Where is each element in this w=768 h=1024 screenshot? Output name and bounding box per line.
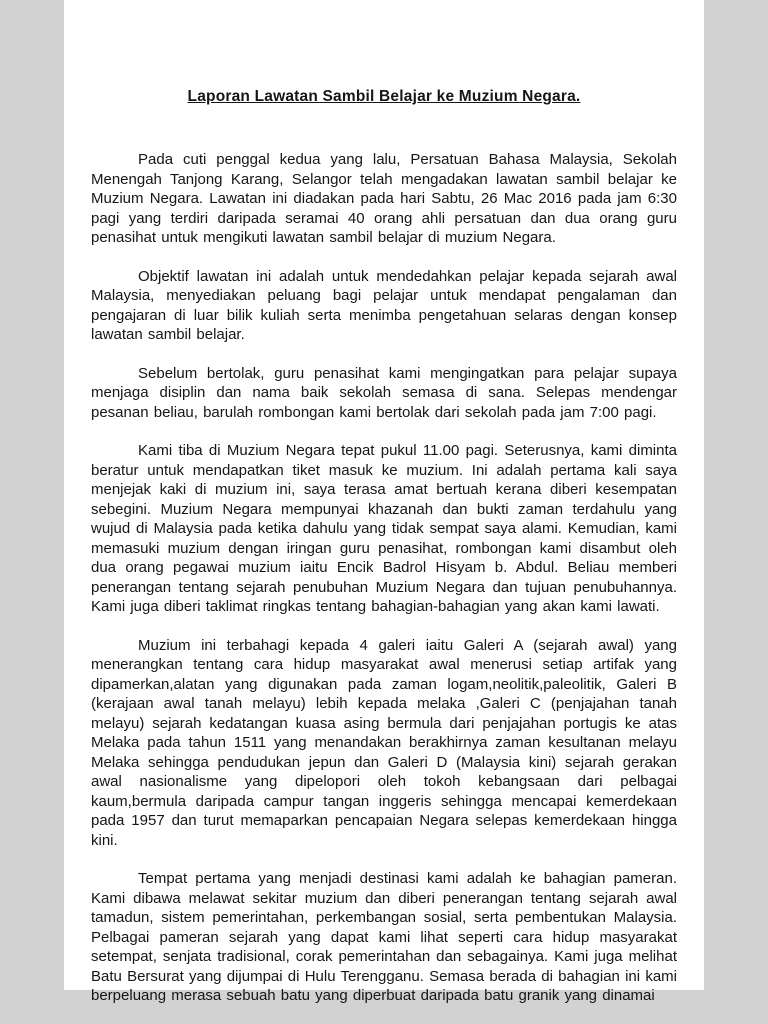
paragraph-objektif: Objektif lawatan ini adalah untuk mendedahkan pelajar kepada sejarah awal Malaysia, menyediakan peluang bagi pelajar untuk mendapat pengalaman dan pengajaran di luar bilik kuliah serta menimba pengetahuan selaras dengan konsep lawatan sambil belajar. <box>91 267 677 343</box>
document-title: Laporan Lawatan Sambil Belajar ke Muzium Negara. <box>187 88 581 105</box>
paragraph-galeri: Muzium ini terbahagi kepada 4 galeri iaitu Galeri A (sejarah awal) yang menerangkan tentang cara hidup masyarakat awal menerusi setiap artifak yang dipamerkan,alatan yang digunakan pada zaman logam,neolitik,paleolitik, Galeri B (kerajaan awal tanah melayu) lebih kepada melaka ,Galeri C (penjajahan tanah melayu) sejarah kedatangan kuasa asing bermula dari penjajahan portugis ke atas Melaka pada tahun 1511 yang menandakan berakhirnya zaman kesultanan melayu Melaka sehingga pendudukan jepun dan Galeri D (Malaysia kini) sejarah gerakan awal nasionalisme yang dipelopori oleh tokoh kebangsaan dari pelbagai kaum,bermula daripada campur tangan inggeris sehingga mencapai kemerdekaan pada 1957 dan turut memaparkan pencapaian Negara selepas kemerdekaan hingga kini. <box>91 636 677 849</box>
paragraph-sebelum-bertolak: Sebelum bertolak, guru penasihat kami mengingatkan para pelajar supaya menjaga disiplin dan nama baik sekolah semasa di sana. Selepas mendengar pesanan beliau, barulah rombongan kami bertolak dari sekolah pada jam 7:00 pagi. <box>91 364 677 421</box>
paragraph-intro: Pada cuti penggal kedua yang lalu, Persatuan Bahasa Malaysia, Sekolah Menengah Tanjong Karang, Selangor telah mengadakan lawatan sambil belajar ke Muzium Negara. Lawatan ini diadakan pada hari Sabtu, 26 Mac 2016 pada jam 6:30 pagi yang terdiri daripada seramai 40 orang ahli persatuan dan dua orang guru penasihat untuk mengikuti lawatan sambil belajar di muzium Negara. <box>91 151 677 246</box>
paragraph-ketibaan: Kami tiba di Muzium Negara tepat pukul 11.00 pagi. Seterusnya, kami diminta beratur untuk mendapatkan tiket masuk ke muzium. Ini adalah pertama kali saya menjejak kaki di muzium ini, saya terasa amat bertuah kerana diberi kesempatan sebegini. Muzium Negara mempunyai khazanah dan bukti zaman terdahulu yang wujud di Malaysia pada ketika dahulu yang tidak sempat saya alami. Kemudian, kami memasuki muzium dengan iringan guru penasihat, rombongan kami disambut oleh dua orang pegawai muzium iaitu Encik Badrol Hisyam b. Abdul. Beliau memberi penerangan tentang sejarah penubuhan Muzium Negara dan tujuan penubuhannya. Kami juga diberi taklimat ringkas tentang bahagian-bahagian yang akan kami lawati. <box>91 442 677 615</box>
document-page <box>64 0 704 1004</box>
paragraph-pameran: Tempat pertama yang menjadi destinasi kami adalah ke bahagian pameran. Kami dibawa melawat sekitar muzium dan diberi penerangan tentang sejarah awal tamadun, sistem pemerintahan, perkembangan sosial, serta pembentukan Malaysia. Pelbagai pameran sejarah yang dapat kami lihat seperti cara hidup masyarakat setempat, senjata tradisional, corak pemerintahan dan sebagainya. Kami juga melihat Batu Bersurat yang dijumpai di Hulu Terengganu. Semasa berada di bahagian ini kami berpeluang merasa sebuah batu yang diperbuat daripada batu granik yang dinamai <box>91 870 677 1004</box>
